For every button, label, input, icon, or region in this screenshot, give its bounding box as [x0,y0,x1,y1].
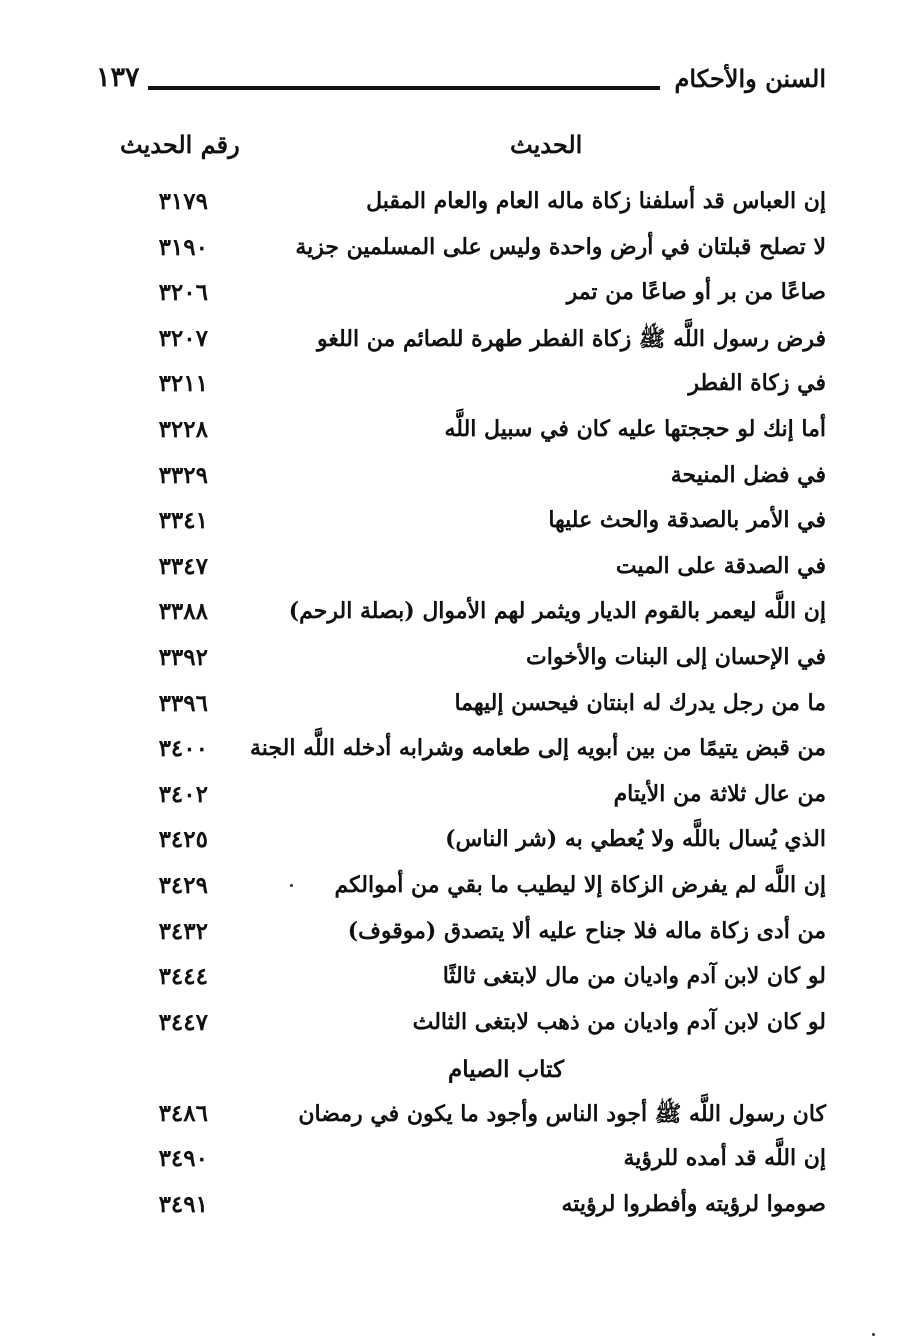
list-item [0,777,922,823]
section-title: كتاب الصيام [447,1056,565,1084]
hadith-number: ٣٣٤١ [158,507,208,535]
scan-speck [872,1333,875,1336]
hadith-number: ٣٤٤٧ [158,1008,208,1036]
list-item [0,184,922,230]
scan-speck [290,884,293,887]
list-item [0,594,922,640]
hadith-text: إن اللَّه ليعمر بالقوم الديار ويثمر لهم الأموال (بصلة الرحم) [288,598,826,625]
list-item [0,1141,922,1187]
hadith-number: ٣٤٢٩ [158,871,208,899]
list-item [0,549,922,595]
running-header-title: السنن والأحكام [674,64,826,93]
hadith-number: ٣١٩٠ [158,233,208,261]
hadith-index-list [0,184,922,1233]
list-item [0,412,922,458]
list-item [0,366,922,412]
page-number: ١٣٧ [96,62,140,93]
hadith-text: في الصدقة على الميت [615,552,826,579]
list-item [0,1096,922,1142]
hadith-text: صوموا لرؤيته وأفطروا لرؤيته [561,1191,826,1218]
hadith-number: ٣٣٩٢ [158,643,208,671]
hadith-text: فرض رسول اللَّه ﷺ زكاة الفطر طهرة للصائم من اللغو [317,325,826,352]
column-header-hadith: الحديث [510,130,583,159]
list-item [0,914,922,960]
hadith-number: ٣٤٣٢ [158,917,208,945]
section-heading [0,1050,922,1096]
hadith-number: ٣٤٨٦ [158,1099,208,1127]
list-item [0,458,922,504]
hadith-number: ٣٤٩١ [158,1191,208,1219]
hadith-number: ٣٣٨٨ [158,598,208,626]
list-item [0,640,922,686]
hadith-number: ٣٤٠٠ [158,735,208,763]
list-item [0,822,922,868]
hadith-text: الذي يُسال باللَّه ولا يُعطي به (شر الناس) [445,826,826,853]
hadith-text: من أدى زكاة ماله فلا جناح عليه ألا يتصدق (موقوف) [347,917,826,944]
hadith-text: في فضل المنيحة [670,461,826,488]
hadith-text: لا تصلح قبلتان في أرض واحدة وليس على المسلمين جزية [295,233,826,260]
hadith-text: في الأمر بالصدقة والحث عليها [548,507,826,534]
list-item [0,321,922,367]
hadith-text: في الإحسان إلى البنات والأخوات [526,643,826,670]
list-item [0,686,922,732]
hadith-number: ٣٣٩٦ [158,689,208,717]
hadith-number: ٣٢٠٦ [158,279,208,307]
hadith-number: ٣٣٤٧ [158,552,208,580]
hadith-number: ٣٢٢٨ [158,415,208,443]
hadith-number: ٣٤٢٥ [158,826,208,854]
header-rule [148,86,660,90]
list-item [0,275,922,321]
hadith-text: لو كان لابن آدم واديان من ذهب لابتغى الثالث [412,1008,826,1035]
hadith-text: إن اللَّه قد أمده للرؤية [623,1145,826,1172]
hadith-text: صاعًا من بر أو صاعًا من تمر [566,279,826,306]
hadith-text: من عال ثلاثة من الأيتام [613,780,826,807]
list-item [0,868,922,914]
list-item [0,1187,922,1233]
hadith-number: ٣٤٩٠ [158,1145,208,1173]
hadith-text: أما إنك لو حججتها عليه كان في سبيل اللَّه [444,415,826,442]
hadith-number: ٣٤٠٢ [158,780,208,808]
list-item [0,230,922,276]
hadith-number: ٣٤٤٤ [158,963,208,991]
hadith-text: في زكاة الفطر [688,370,826,397]
hadith-number: ٣٢١١ [158,370,208,398]
column-header-number: رقم الحديث [120,130,240,159]
hadith-text: من قبض يتيمًا من بين أبويه إلى طعامه وشرابه أدخله اللَّه الجنة [250,735,826,762]
hadith-text: كان رسول اللَّه ﷺ أجود الناس وأجود ما يكون في رمضان [298,1100,826,1127]
hadith-text: إن اللَّه لم يفرض الزكاة إلا ليطيب ما بقي من أموالكم [334,871,826,898]
hadith-number: ٣١٧٩ [158,188,208,215]
hadith-text: ما من رجل يدرك له ابنتان فيحسن إليهما [454,689,826,716]
list-item [0,503,922,549]
list-item [0,1005,922,1051]
hadith-text: إن العباس قد أسلفنا زكاة ماله العام والعام المقبل [366,188,826,214]
hadith-number: ٣٢٠٧ [158,324,208,352]
hadith-text: لو كان لابن آدم واديان من مال لابتغى ثالثًا [442,963,826,990]
list-item [0,959,922,1005]
list-item [0,731,922,777]
hadith-number: ٣٣٢٩ [158,461,208,489]
